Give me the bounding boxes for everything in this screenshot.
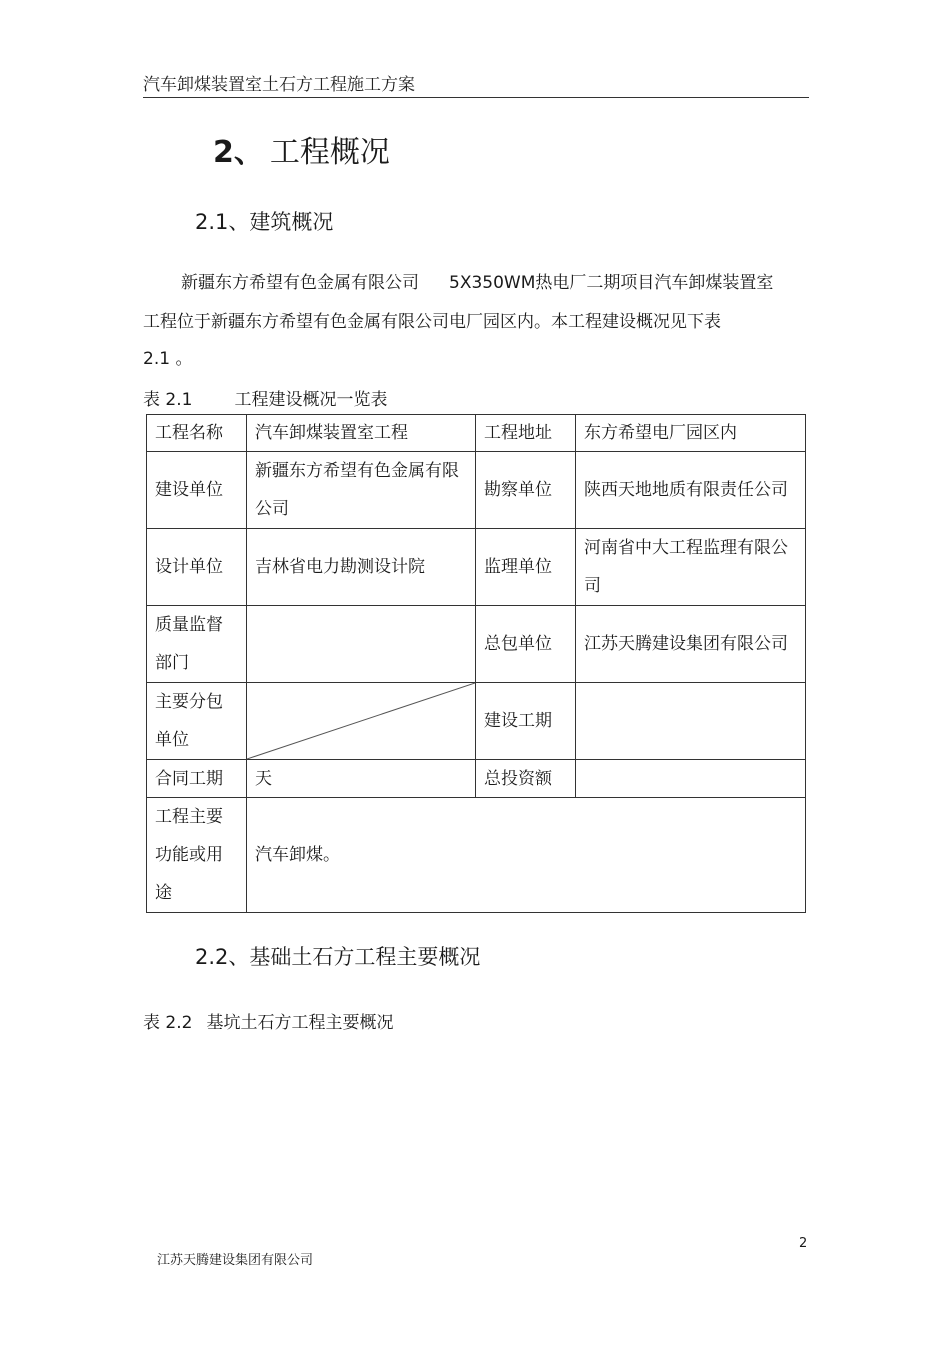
table-row: [147, 606, 806, 683]
table-value-cell: 新疆东方希望有色金属有限公司: [247, 452, 476, 529]
table-label-cell: 主要分包单位: [147, 683, 247, 760]
table-value-cell: 东方希望电厂园区内: [576, 415, 806, 452]
table-value-cell: [247, 606, 476, 683]
table-value-cell: 江苏天腾建设集团有限公司: [576, 606, 806, 683]
table-label-cell: 设计单位: [147, 529, 247, 606]
table-2-2-caption: [143, 1008, 393, 1033]
table-label-cell: 总包单位: [476, 606, 576, 683]
section-2-title: 工程概况: [269, 135, 390, 170]
table-value-cell: 天: [247, 760, 476, 798]
paragraph-company: 新疆东方希望有色金属有限公司: [181, 273, 419, 293]
table-row: [147, 529, 806, 606]
diagonal-slash-line: [247, 683, 475, 759]
section-2-1-heading: 2.1、建筑概况: [195, 210, 334, 234]
table-label-cell: 工程主要功能或用途: [147, 798, 247, 913]
paragraph-line-3: 2.1 。: [143, 349, 193, 369]
paragraph-line-2: 工程位于新疆东方希望有色金属有限公司电厂园区内。本工程建设概况见下表: [143, 312, 721, 332]
table-row: [147, 798, 806, 913]
table-row: [147, 415, 806, 452]
table-label-cell: 工程地址: [476, 415, 576, 452]
section-2-number: 2、: [213, 135, 264, 170]
table-label-cell: 合同工期: [147, 760, 247, 798]
table-label-cell: 建设工期: [476, 683, 576, 760]
project-overview-table: [146, 414, 806, 913]
table-2-1-caption: [143, 385, 387, 410]
table-label-cell: 总投资额: [476, 760, 576, 798]
page-number: 2: [799, 1236, 808, 1251]
paragraph-project: 5X350WM热电厂二期项目汽车卸煤装置室: [449, 273, 774, 293]
table-label-cell: 建设单位: [147, 452, 247, 529]
table-value-cell: 汽车卸煤装置室工程: [247, 415, 476, 452]
table-value-cell: 汽车卸煤。: [247, 798, 806, 913]
table-label-cell: 监理单位: [476, 529, 576, 606]
section-2-2-heading: 2.2、基础土石方工程主要概况: [195, 945, 481, 969]
table-2-1-caption-title: 工程建设概况一览表: [234, 390, 388, 410]
table-diagonal-cell: [247, 683, 476, 760]
table-label-cell: 质量监督部门: [147, 606, 247, 683]
table-2-2-caption-title: 基坑土石方工程主要概况: [206, 1013, 394, 1033]
paragraph-line-1: [181, 273, 773, 293]
page-header-title: 汽车卸煤装置室土石方工程施工方案: [143, 75, 415, 95]
footer-company: 江苏天腾建设集团有限公司: [157, 1253, 314, 1268]
table-label-cell: 工程名称: [147, 415, 247, 452]
table-value-cell: [576, 683, 806, 760]
section-2-heading: [213, 127, 390, 171]
table-value-cell: 河南省中大工程监理有限公司: [576, 529, 806, 606]
table-value-cell: 吉林省电力勘测设计院: [247, 529, 476, 606]
table-row: [147, 683, 806, 760]
table-value-cell: 陕西天地地质有限责任公司: [576, 452, 806, 529]
table-row: [147, 452, 806, 529]
table-value-cell: [576, 760, 806, 798]
table-2-1-caption-number: 表 2.1: [143, 390, 193, 410]
table-2-2-caption-number: 表 2.2: [143, 1013, 193, 1033]
table-label-cell: 勘察单位: [476, 452, 576, 529]
header-divider: [143, 97, 809, 98]
table-row: [147, 760, 806, 798]
